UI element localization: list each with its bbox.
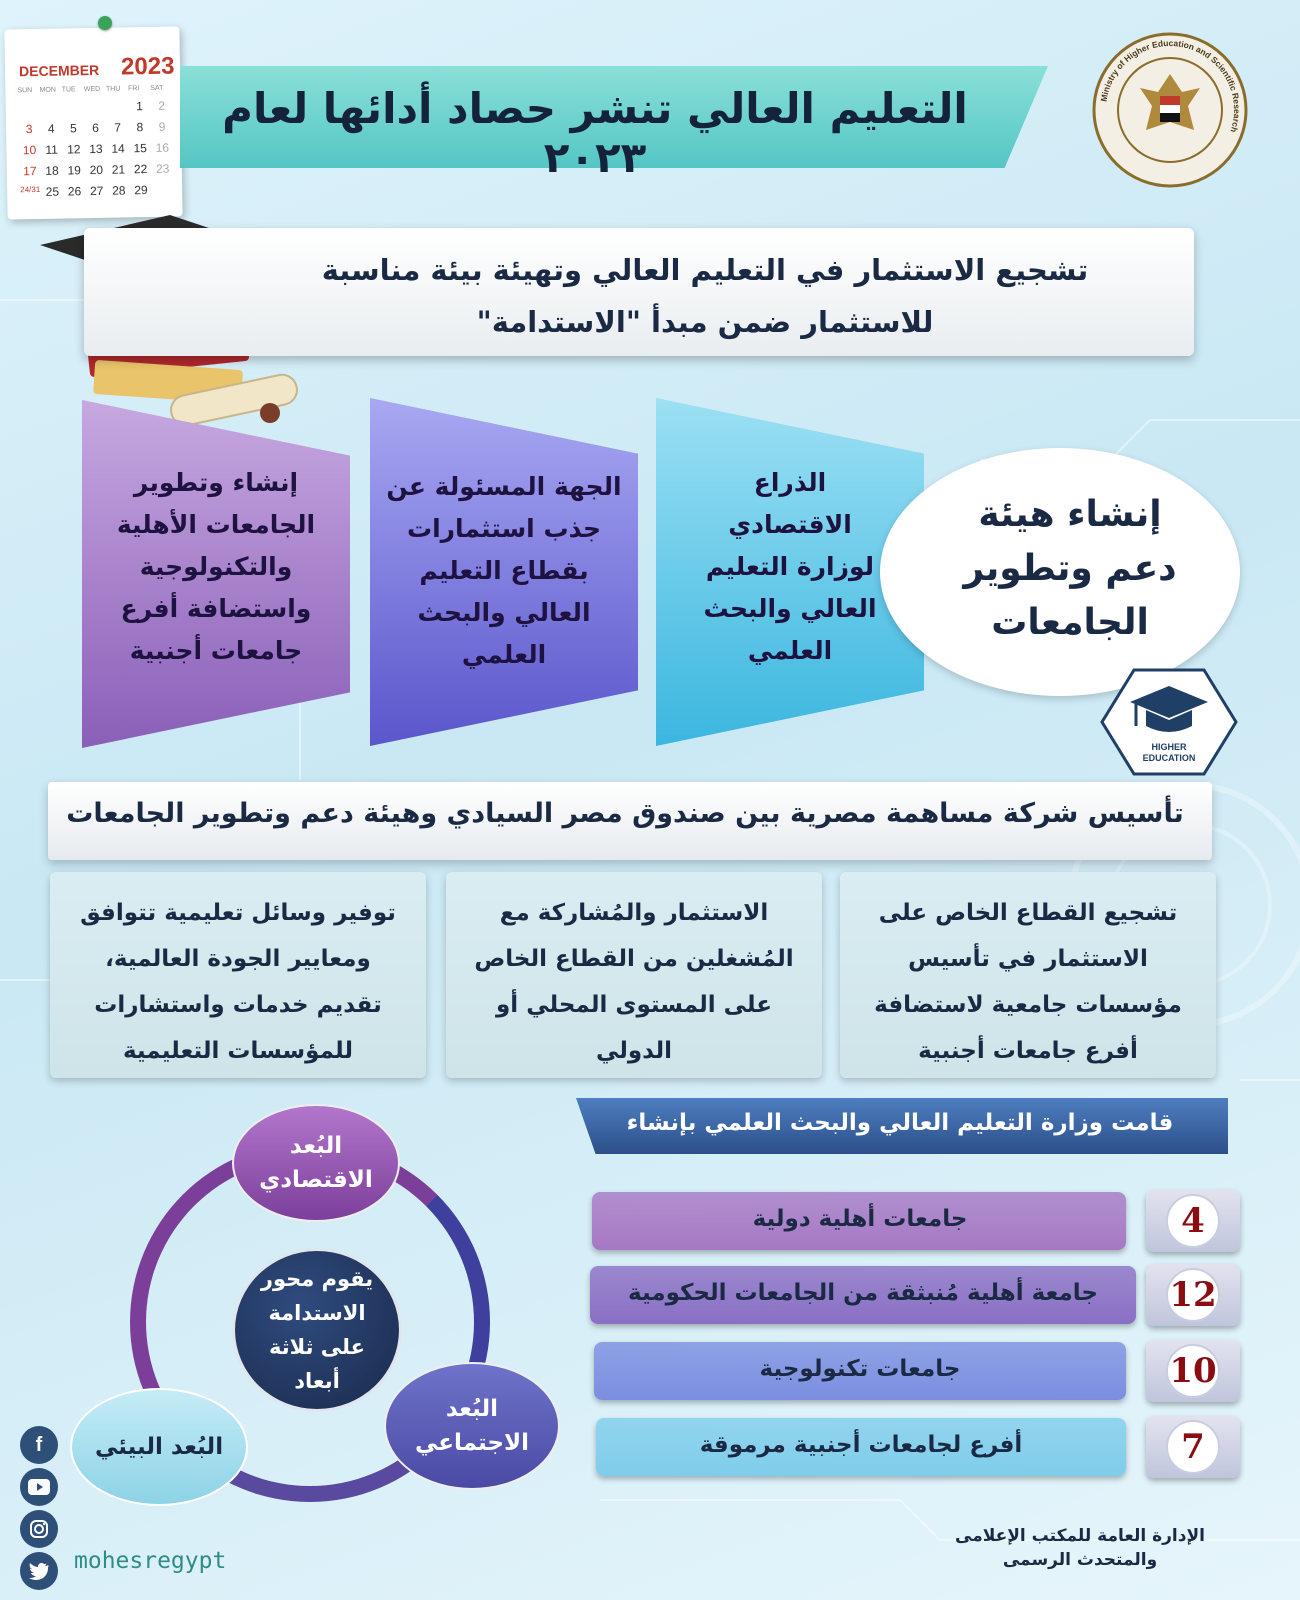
panel-line: الذراع bbox=[753, 468, 827, 497]
calendar-day: 27 bbox=[89, 183, 104, 199]
calendar-day: 7 bbox=[114, 120, 122, 135]
card-educational-tools-text bbox=[56, 890, 420, 1074]
calendar-day: 19 bbox=[67, 163, 81, 178]
calendar-day: 11 bbox=[45, 142, 59, 157]
youtube-icon[interactable] bbox=[20, 1468, 58, 1506]
pin-icon bbox=[98, 16, 112, 30]
card-line: أفرع جامعات أجنبية bbox=[918, 1038, 1138, 1064]
card-line: مؤسسات جامعية لاستضافة bbox=[874, 992, 1182, 1018]
calendar-day: 5 bbox=[69, 121, 77, 136]
card-line: الاستثمار في تأسيس bbox=[908, 946, 1148, 972]
panel-line: جامعات أجنبية bbox=[129, 636, 303, 665]
calendar-day: 15 bbox=[133, 141, 148, 156]
established-row-label: جامعات أهلية دولية bbox=[752, 1206, 968, 1232]
calendar-day: 10 bbox=[22, 143, 37, 158]
card-partnership-text bbox=[452, 890, 816, 1074]
panel-line: الجهة المسئولة عن bbox=[386, 472, 622, 501]
card-line: تقديم خدمات واستشارات bbox=[94, 992, 382, 1018]
panel-line: الجامعات الأهلية bbox=[116, 510, 316, 539]
panel-line: لوزارة التعليم bbox=[705, 552, 875, 581]
calendar-day: 17 bbox=[23, 164, 37, 179]
economic-dimension: البُعد الاقتصادي bbox=[232, 1104, 400, 1222]
calendar-weekdays bbox=[17, 85, 172, 95]
calendar-day bbox=[40, 101, 62, 115]
calendar-day: 4 bbox=[47, 121, 55, 136]
environmental-dimension: البُعد البيئي bbox=[70, 1388, 248, 1506]
calendar-day: 16 bbox=[155, 140, 170, 155]
subtitle-line-1: تشجيع الاستثمار في التعليم العالي وتهيئة بيئة مناسبة bbox=[321, 253, 1089, 287]
panel-line: والتكنولوجية bbox=[139, 552, 293, 581]
panel-line: جذب استثمارات bbox=[406, 514, 602, 543]
calendar-weekday: FRI bbox=[128, 85, 140, 93]
panel-economic-arm-text bbox=[666, 462, 914, 672]
panel-line: واستضافة أفرع bbox=[120, 594, 312, 623]
established-number: 12 bbox=[1166, 1268, 1220, 1322]
ministry-logo bbox=[1090, 30, 1250, 190]
footer-department bbox=[930, 1524, 1230, 1572]
card-line: الاستثمار والمُشاركة مع bbox=[499, 900, 769, 926]
calendar-day: 3 bbox=[25, 122, 33, 137]
badge-text-2: EDUCATION bbox=[1142, 753, 1196, 763]
calendar-day bbox=[152, 183, 174, 197]
card-private-sector-text bbox=[846, 890, 1210, 1074]
twitter-icon[interactable] bbox=[20, 1552, 58, 1590]
panel-line: الاقتصادي bbox=[728, 510, 852, 539]
established-row-label: جامعة أهلية مُنبثقة من الجامعات الحكومية bbox=[628, 1280, 1098, 1306]
established-row-label: أفرع لجامعات أجنبية مرموقة bbox=[699, 1432, 1023, 1458]
calendar-day bbox=[18, 101, 40, 115]
card-line: توفير وسائل تعليمية تتوافق bbox=[80, 900, 396, 926]
authority-title bbox=[920, 488, 1220, 650]
calendar-day: 22 bbox=[133, 162, 148, 177]
calendar-day: 24/31 bbox=[20, 184, 41, 195]
subtitle-line-2: للاستثمار ضمن مبدأ "الاستدامة" bbox=[476, 305, 934, 339]
calendar-day: 25 bbox=[45, 184, 60, 199]
panel-line: العلمي bbox=[747, 636, 833, 665]
panel-investment-text bbox=[372, 466, 636, 676]
sustainability-center: يقوم محور الاستدامة على ثلاثة أبعاد bbox=[232, 1248, 402, 1412]
calendar-day: 13 bbox=[89, 141, 103, 157]
authority-title-line: دعم وتطوير bbox=[963, 548, 1177, 589]
footer-line: الإدارة العامة للمكتب الإعلامى bbox=[955, 1526, 1205, 1546]
panel-line: العالي والبحث bbox=[703, 594, 877, 623]
social-handle: mohesregypt bbox=[74, 1548, 227, 1574]
established-row-label: جامعات تكنولوجية bbox=[759, 1356, 961, 1382]
card-line: الدولي bbox=[595, 1038, 672, 1064]
calendar-day: 20 bbox=[89, 162, 104, 178]
calendar-day: 21 bbox=[111, 162, 126, 177]
authority-title-line: إنشاء هيئة bbox=[978, 494, 1162, 535]
authority-title-line: الجامعات bbox=[991, 602, 1149, 643]
card-line: على المستوى المحلي أو bbox=[496, 992, 772, 1018]
calendar-day bbox=[84, 100, 106, 114]
calendar-day: 8 bbox=[136, 120, 144, 135]
card-line: المُشغلين من القطاع الخاص bbox=[474, 946, 794, 972]
panel-line: بقطاع التعليم bbox=[419, 556, 589, 585]
panel-line: العالي والبحث bbox=[417, 598, 591, 627]
calendar-weekday: TUE bbox=[61, 86, 76, 94]
subtitle-text bbox=[290, 244, 1120, 348]
calendar-weekday: THU bbox=[105, 85, 121, 93]
calendar-weekday: WED bbox=[83, 85, 101, 94]
panel-universities-text bbox=[92, 462, 340, 672]
card-line: تشجيع القطاع الخاص على bbox=[878, 900, 1178, 926]
calendar-month: DECEMBER bbox=[18, 61, 100, 80]
established-number: 7 bbox=[1166, 1420, 1220, 1474]
established-number: 10 bbox=[1166, 1344, 1220, 1398]
card-line: للمؤسسات التعليمية bbox=[122, 1038, 354, 1064]
footer-line: والمتحدث الرسمى bbox=[1002, 1550, 1158, 1570]
calendar-day bbox=[106, 99, 128, 113]
panel-line: إنشاء وتطوير bbox=[133, 468, 299, 497]
badge-text-1: HIGHER bbox=[1151, 742, 1187, 752]
logo-text: Ministry of Higher Education and Scientific Research bbox=[1098, 37, 1243, 134]
calendar-day: 23 bbox=[155, 161, 170, 176]
calendar-year: 2023 bbox=[120, 52, 175, 81]
card-line: ومعايير الجودة العالمية، bbox=[105, 946, 371, 972]
calendar-weekday: SUN bbox=[17, 87, 33, 95]
established-number: 4 bbox=[1166, 1194, 1220, 1248]
calendar-day: 6 bbox=[92, 120, 100, 136]
calendar-day: 1 bbox=[136, 99, 143, 114]
calendar-day bbox=[62, 100, 84, 114]
calendar-day: 28 bbox=[112, 183, 126, 198]
company-banner-text: تأسيس شركة مساهمة مصرية بين صندوق مصر السيادي وهيئة دعم وتطوير الجامعات bbox=[66, 798, 1184, 829]
page-title: التعليم العالي تنشر حصاد أدائها لعام ٢٠٢٣ bbox=[222, 84, 968, 182]
established-heading: قامت وزارة التعليم العالي والبحث العلمي بإنشاء bbox=[626, 1110, 1174, 1136]
calendar-day: 18 bbox=[45, 163, 59, 178]
social-dimension: البُعد الاجتماعي bbox=[384, 1362, 560, 1490]
calendar-days bbox=[18, 99, 175, 200]
calendar-day: 9 bbox=[158, 119, 166, 134]
calendar-day: 29 bbox=[134, 183, 148, 198]
instagram-icon[interactable] bbox=[20, 1510, 58, 1548]
calendar-graphic bbox=[4, 26, 182, 219]
calendar-weekday: MON bbox=[39, 86, 56, 94]
calendar-day: 14 bbox=[111, 141, 125, 156]
higher-education-badge bbox=[1100, 668, 1238, 776]
calendar-weekday: SAT bbox=[150, 84, 164, 93]
calendar-day: 12 bbox=[67, 142, 81, 157]
calendar-day: 2 bbox=[158, 98, 166, 113]
panel-line: العلمي bbox=[461, 640, 547, 669]
calendar-day: 26 bbox=[67, 184, 82, 199]
facebook-icon[interactable]: f bbox=[20, 1426, 58, 1464]
